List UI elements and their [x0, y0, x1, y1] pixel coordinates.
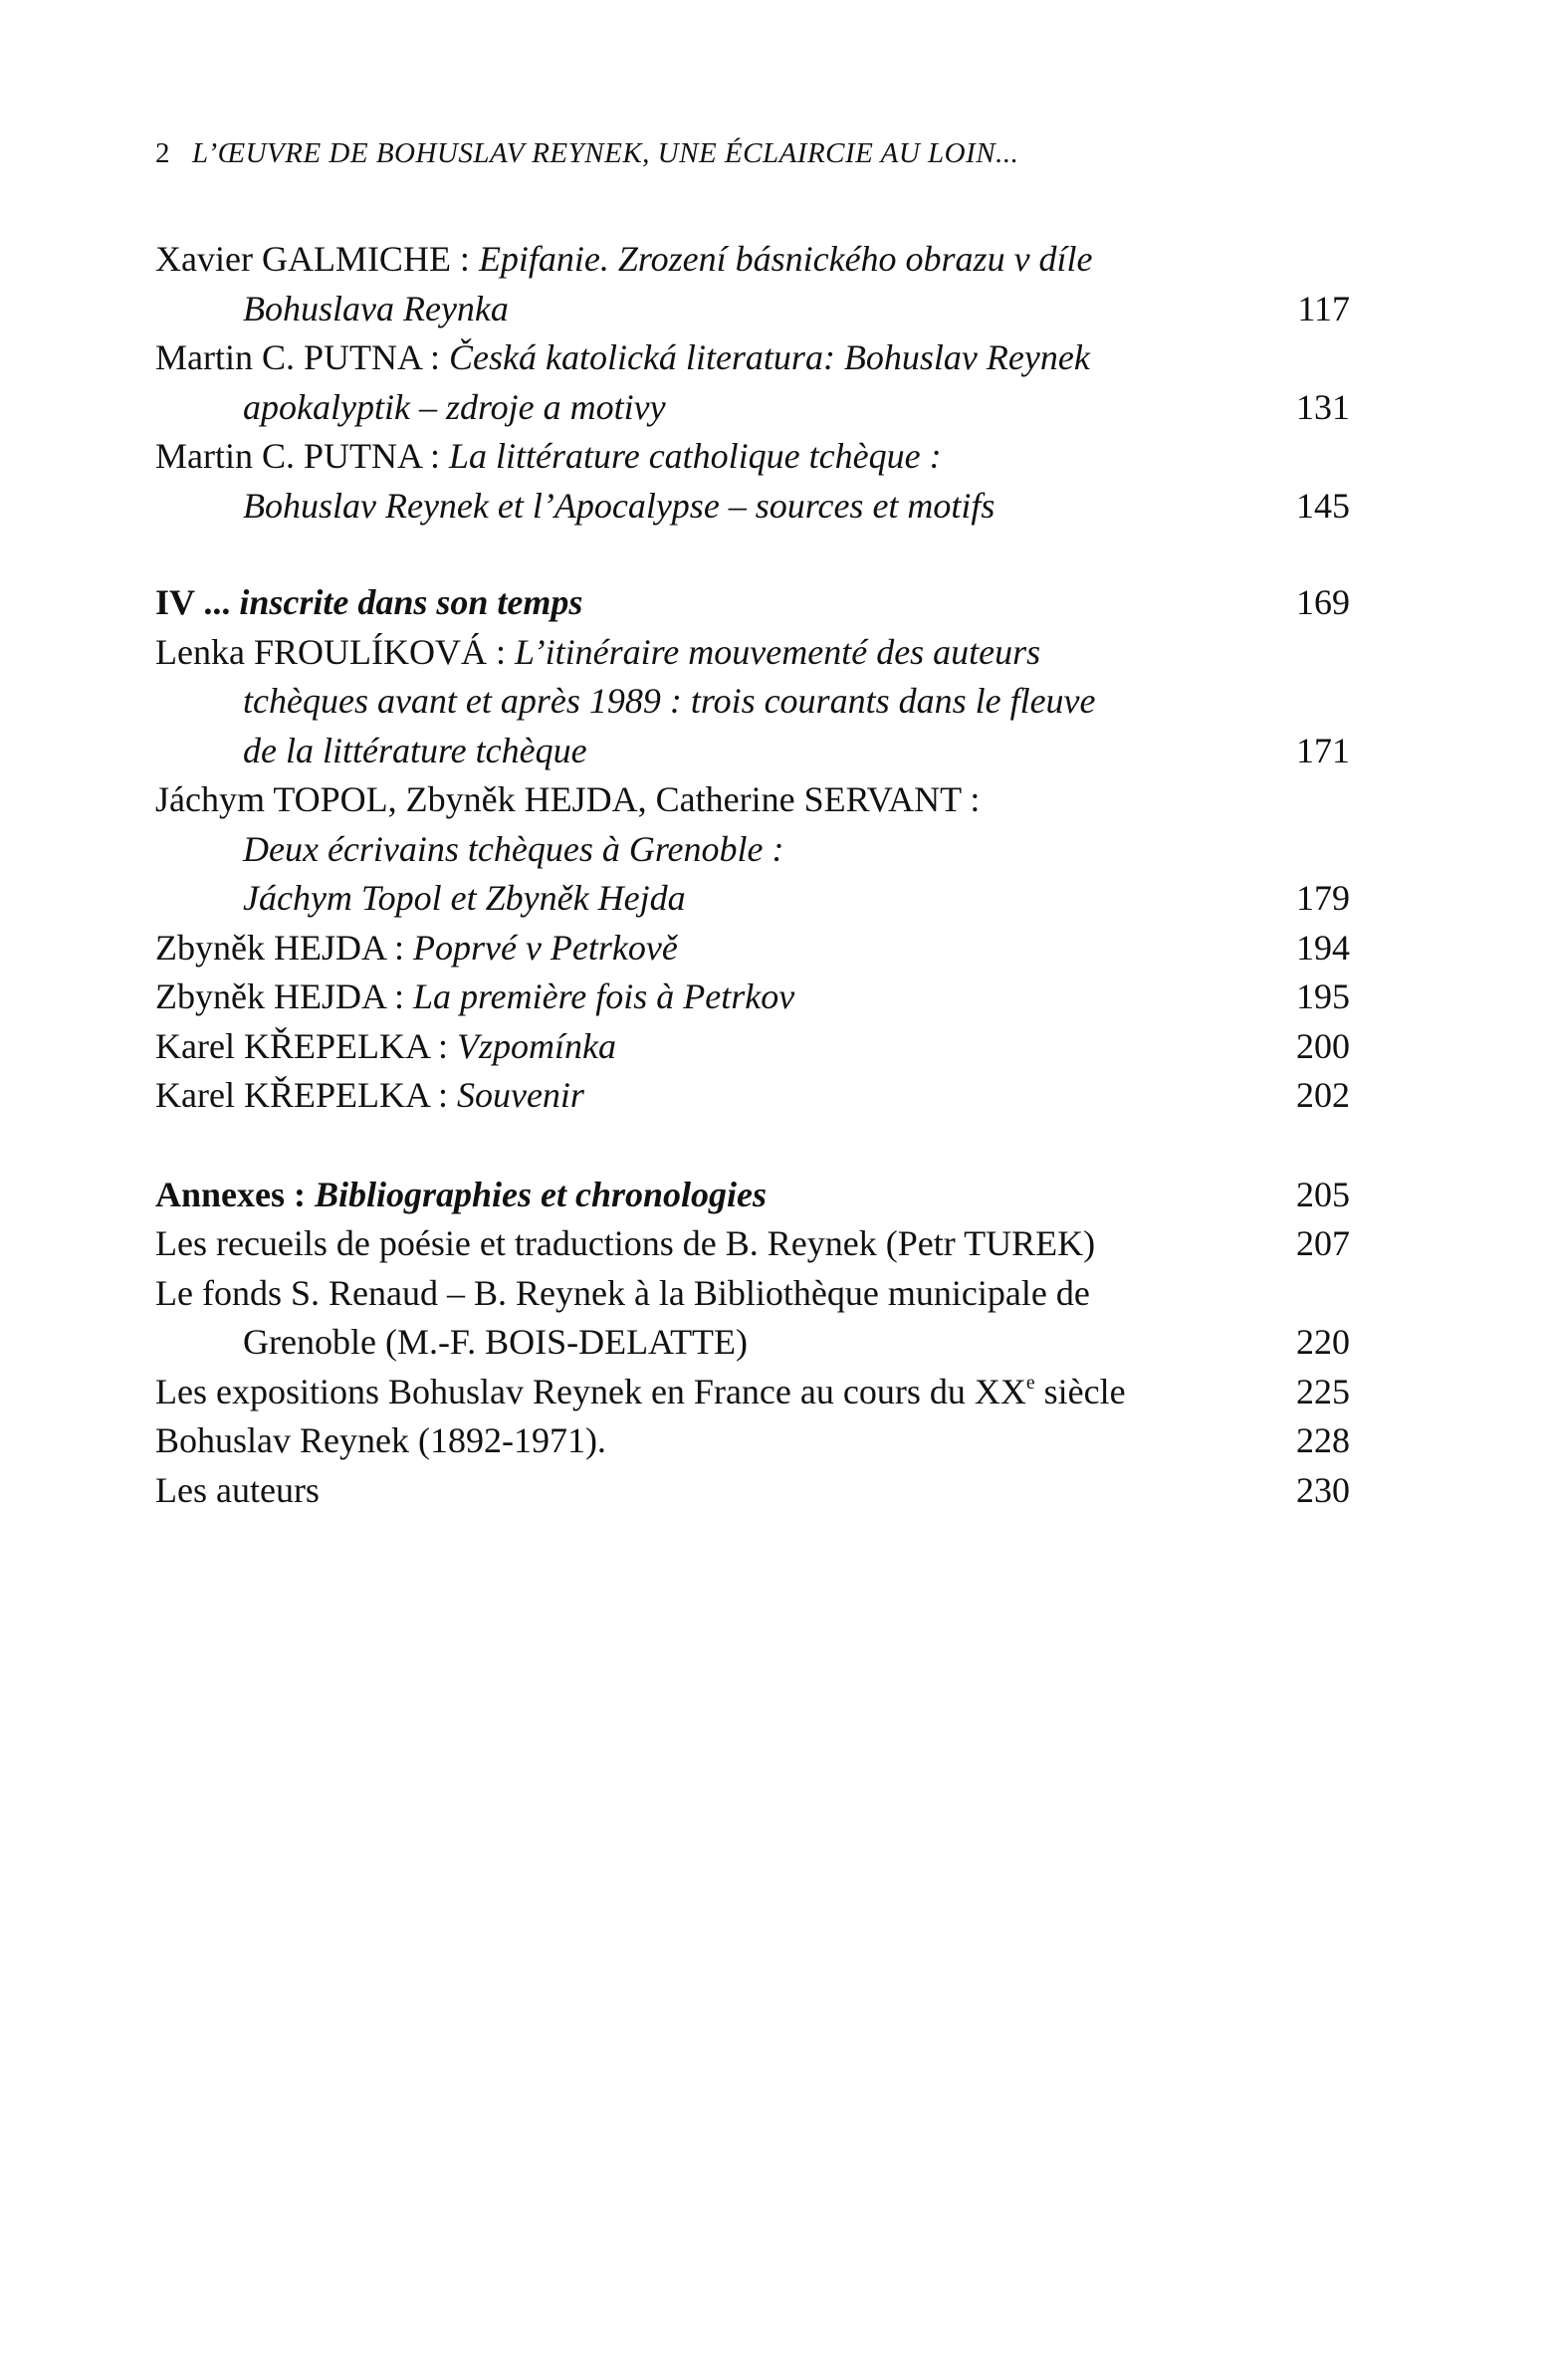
toc-title: La littérature catholique tchèque : — [449, 436, 942, 476]
toc-title: Bohuslav Reynek (1892-1971). — [155, 1420, 606, 1460]
toc-title: Le fonds S. Renaud – B. Reynek à la Bibliothèque municipale de — [155, 1272, 1090, 1313]
toc-title: Grenoble (M.-F. BOIS-DELATTE) — [243, 1322, 749, 1362]
toc-entry-chronologie — [155, 1416, 1350, 1466]
section-number: IV ... — [155, 582, 240, 622]
toc-page-number: 230 — [1296, 1469, 1350, 1510]
section-heading-annexes — [155, 1171, 1350, 1220]
toc-entry-topol-hejda-cont — [155, 825, 1350, 875]
toc-author: Zbyněk HEJDA : — [155, 976, 413, 1016]
section-gap — [155, 1121, 1350, 1171]
toc-title: Souvenir — [456, 1075, 584, 1115]
running-head-title: L’ŒUVRE DE BOHUSLAV REYNEK, UNE ÉCLAIRCIE AU LOIN... — [192, 137, 1019, 169]
toc-author: Karel KŘEPELKA : — [155, 1075, 457, 1115]
toc-entry-recueils — [155, 1219, 1350, 1269]
toc-entry-expositions — [155, 1368, 1350, 1417]
superscript-e: e — [1025, 1371, 1035, 1394]
toc-title: tchèques avant et après 1989 : trois courants dans le fleuve — [243, 681, 1096, 721]
toc-page-number: 207 — [1296, 1223, 1350, 1263]
toc-entry-froulikova-cont — [155, 677, 1350, 727]
toc-page-number: 131 — [1296, 386, 1350, 427]
toc-entry-topol-hejda-cont2 — [155, 874, 1350, 924]
toc-page-number: 171 — [1296, 730, 1350, 770]
section-gap — [155, 531, 1350, 578]
toc-page-number: 225 — [1296, 1371, 1350, 1411]
toc-entry-galmiche-cont — [155, 285, 1350, 334]
toc-title: Les expositions Bohuslav Reynek en France au cours du XX — [155, 1371, 1026, 1411]
toc-author: Jáchym TOPOL, Zbyněk HEJDA, Catherine SERVANT : — [155, 779, 981, 819]
page — [155, 0, 1350, 2380]
toc-entry-putna-2-cont — [155, 482, 1350, 532]
toc-title: Poprvé v Petrkově — [412, 927, 678, 968]
table-of-contents — [155, 235, 1350, 1515]
toc-page-number: 220 — [1296, 1322, 1350, 1362]
page-number: 2 — [155, 137, 170, 169]
toc-entry-fonds — [155, 1269, 1350, 1319]
toc-page-number: 205 — [1296, 1174, 1350, 1214]
toc-page-number: 169 — [1296, 582, 1350, 622]
toc-title: Deux écrivains tchèques à Grenoble : — [243, 828, 784, 869]
toc-title: Bohuslav Reynek et l’Apocalypse – sources et motifs — [243, 485, 995, 526]
toc-entry-froulikova — [155, 628, 1350, 678]
toc-title: Les auteurs — [155, 1469, 320, 1510]
section-title: inscrite dans son temps — [239, 582, 583, 622]
toc-entry-galmiche — [155, 235, 1350, 285]
toc-title: Vzpomínka — [456, 1025, 616, 1066]
toc-title: de la littérature tchèque — [243, 730, 587, 770]
toc-page-number: 194 — [1296, 927, 1350, 968]
toc-entry-hejda-1 — [155, 924, 1350, 974]
toc-entry-krepelka-2 — [155, 1071, 1350, 1121]
toc-entry-krepelka-1 — [155, 1022, 1350, 1072]
toc-entry-topol-hejda — [155, 775, 1350, 825]
toc-entry-fonds-cont — [155, 1318, 1350, 1368]
toc-page-number: 179 — [1296, 878, 1350, 918]
toc-entry-auteurs — [155, 1466, 1350, 1516]
toc-page-number: 117 — [1297, 288, 1350, 328]
toc-entry-hejda-2 — [155, 973, 1350, 1022]
toc-author: Xavier GALMICHE : — [155, 239, 479, 279]
toc-entry-putna-1-cont — [155, 383, 1350, 433]
toc-page-number: 228 — [1296, 1420, 1350, 1460]
toc-author: Martin C. PUTNA : — [155, 337, 450, 377]
section-label: Annexes : — [155, 1174, 315, 1214]
toc-page-number: 200 — [1296, 1025, 1350, 1066]
toc-author: Zbyněk HEJDA : — [155, 927, 413, 968]
toc-entry-putna-2 — [155, 432, 1350, 482]
toc-entry-putna-1 — [155, 333, 1350, 383]
section-heading-iv — [155, 578, 1350, 628]
toc-entry-froulikova-cont2 — [155, 727, 1350, 776]
toc-title: Jáchym Topol et Zbyněk Hejda — [243, 878, 686, 918]
toc-page-number: 202 — [1296, 1075, 1350, 1115]
toc-author: Karel KŘEPELKA : — [155, 1025, 457, 1066]
toc-author: Martin C. PUTNA : — [155, 436, 450, 476]
toc-title: Česká katolická literatura: Bohuslav Reynek — [449, 337, 1090, 377]
toc-title: Les recueils de poésie et traductions de B. Reynek (Petr TUREK) — [155, 1223, 1096, 1263]
running-head — [155, 137, 1018, 170]
section-title: Bibliographies et chronologies — [315, 1174, 768, 1214]
toc-title: apokalyptik – zdroje a motivy — [243, 386, 666, 427]
toc-author: Lenka FROULÍKOVÁ : — [155, 631, 515, 672]
toc-title: L’itinéraire mouvementé des auteurs — [514, 631, 1041, 672]
toc-page-number: 145 — [1296, 485, 1350, 526]
toc-title: Epifanie. Zrození básnického obrazu v díle — [478, 239, 1093, 279]
toc-page-number: 195 — [1296, 976, 1350, 1016]
toc-title: Bohuslava Reynka — [243, 288, 509, 328]
toc-title: La première fois à Petrkov — [412, 976, 795, 1016]
toc-title-end: siècle — [1034, 1371, 1126, 1411]
